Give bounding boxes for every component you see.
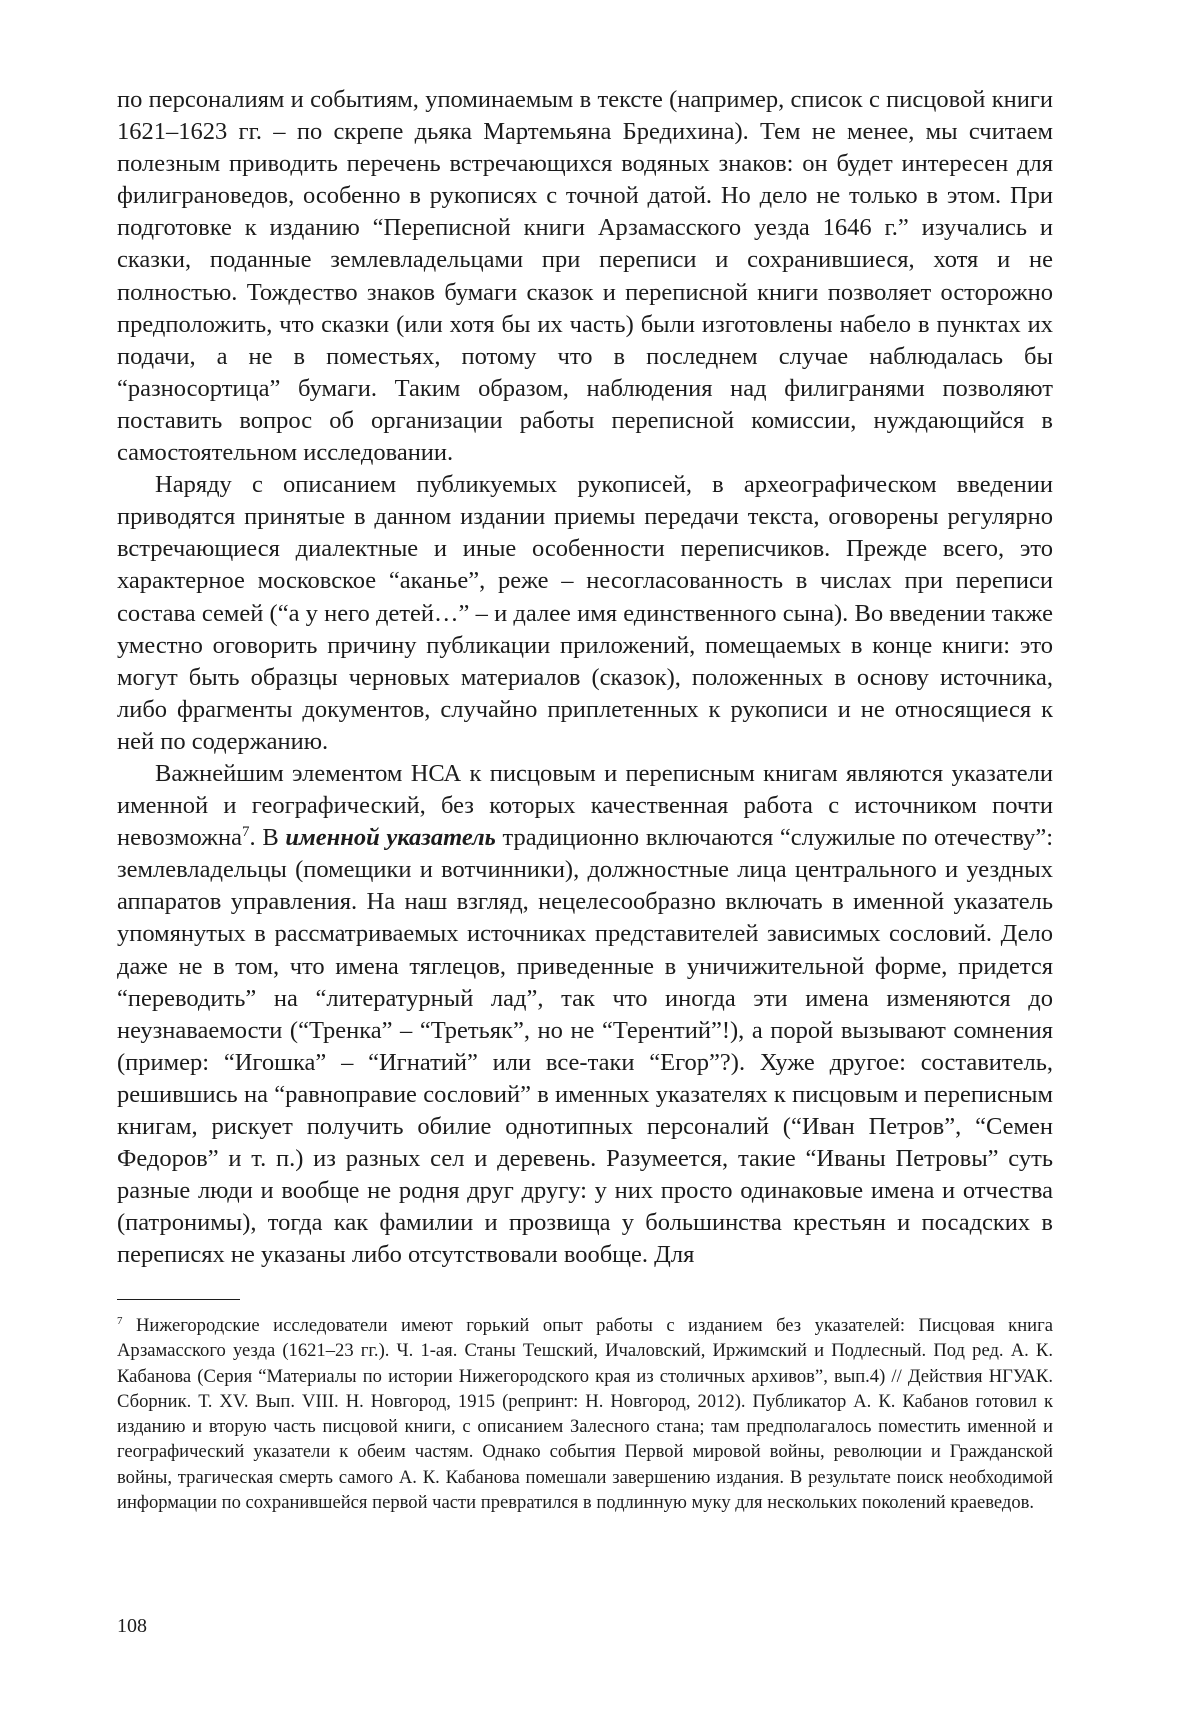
paragraph-2: Наряду с описанием публикуемых рукописей, в археографическом введении приводятся принятые в данном издании приемы передачи текста, оговорены регулярно встречающиеся диалектные и иные особенности переписчиков. Прежде всего, это характерное московское “аканье”, реже – несогласованность в числах при переписи состава семей (“а у него детей…” – и далее имя единственного сына). Во введении также уместно оговорить причину публикации приложений, помещаемых в конце книги: это могут быть образцы черновых материалов (сказок), положенных в основу источника, либо фрагменты документов, случайно приплетенных к рукописи и не относящиеся к ней по содержанию. xyxy=(117,469,1053,758)
paragraph-1: по персоналиям и событиям, упоминаемым в тексте (например, список с писцовой книги 1621–1623 гг. – по скрепе дьяка Мартемьяна Бредихина). Тем не менее, мы считаем полезным приводить перечень встречающихся водяных знаков: он будет интересен для филиграноведов, особенно в рукописях с точной датой. Но дело не только в этом. При подготовке к изданию “Переписной книги Арзамасского уезда 1646 г.” изучались и сказки, поданные землевладельцами при переписи и сохранившиеся, хотя и не полностью. Тождество знаков бумаги сказок и переписной книги позволяет осторожно предположить, что сказки (или хотя бы их часть) были изготовлены набело в пунктах их подачи, а не в поместьях, потому что в последнем случае наблюдалась бы “разносортица” бумаги. Таким образом, наблюдения над филигранями позволяют поставить вопрос об организации работы переписной комиссии, нуждающийся в самостоятельном исследовании. xyxy=(117,84,1053,469)
footnote-mark: 7 xyxy=(117,1315,123,1327)
page-number: 108 xyxy=(117,1615,147,1638)
footnote xyxy=(117,1313,1053,1515)
footnote-text: Нижегородские исследователи имеют горький опыт работы с изданием без указателей: Писцовая книга Арзамасского уезда (1621–23 гг.). Ч. 1-ая. Станы Тешский, Ичаловский, Иржимский и Подлесный. Под ред. А. К. Кабанова (Серия “Материалы по истории Нижегородского края из столичных архивов”, вып.4) // Действия НГУАК. Сборник. Т. XV. Вып. VIII. Н. Новгород, 1915 (репринт: Н. Новгород, 2012). Публикатор А. К. Кабанов готовил к изданию и вторую часть писцовой книги, с описанием Залесного стана; там предполагалось поместить именной и географический указатели к обеим частям. Однако события Первой мировой войны, революции и Гражданской войны, трагическая смерть самого А. К. Кабанова помешали завершению издания. В результате поиск необходимой информации по сохранившейся первой части превратился в подлинную муку для нескольких поколений краеведов. xyxy=(117,1315,1053,1513)
paragraph-3 xyxy=(117,758,1053,1272)
paragraph-3-part3: традиционно включаются “служилые по отечеству”: землевладельцы (помещики и вотчинники), должностные лица центрального и уездных аппаратов управления. На наш взгляд, нецелесообразно включать в именной указатель упомянутых в рассматриваемых источниках представителей зависимых сословий. Дело даже не в том, что имена тяглецов, приведенные в уничижительной форме, придется “переводить” на “литературный лад”, так что иногда эти имена изменяются до неузнаваемости (“Тренка” – “Третьяк”, но не “Терентий”!), а порой вызывают сомнения (пример: “Игошка” – “Игнатий” или все-таки “Егор”?). Хуже другое: составитель, решившись на “равноправие сословий” в именных указателях к писцовым и переписным книгам, рискует получить обилие однотипных персоналий (“Иван Петров”, “Семен Федоров” и т. п.) из разных сел и деревень. Разумеется, такие “Иваны Петровы” суть разные люди и вообще не родня друг другу: у них просто одинаковые имена и отчества (патронимы), тогда как фамилии и прозвища у большинства крестьян и посадских в переписях не указаны либо отсутствовали вообще. Для xyxy=(117,824,1053,1268)
footnote-reference: 7 xyxy=(242,824,250,840)
paragraph-3-part2: . В xyxy=(250,824,286,851)
main-text xyxy=(117,84,1053,1271)
emphasis-term: именной указатель xyxy=(285,824,496,851)
footnote-separator xyxy=(117,1299,240,1300)
paragraph-3-part1: Важнейшим элементом НСА к писцовым и переписным книгам являются указатели именной и географический, без которых качественная работа с источником почти невозможна xyxy=(117,760,1053,851)
